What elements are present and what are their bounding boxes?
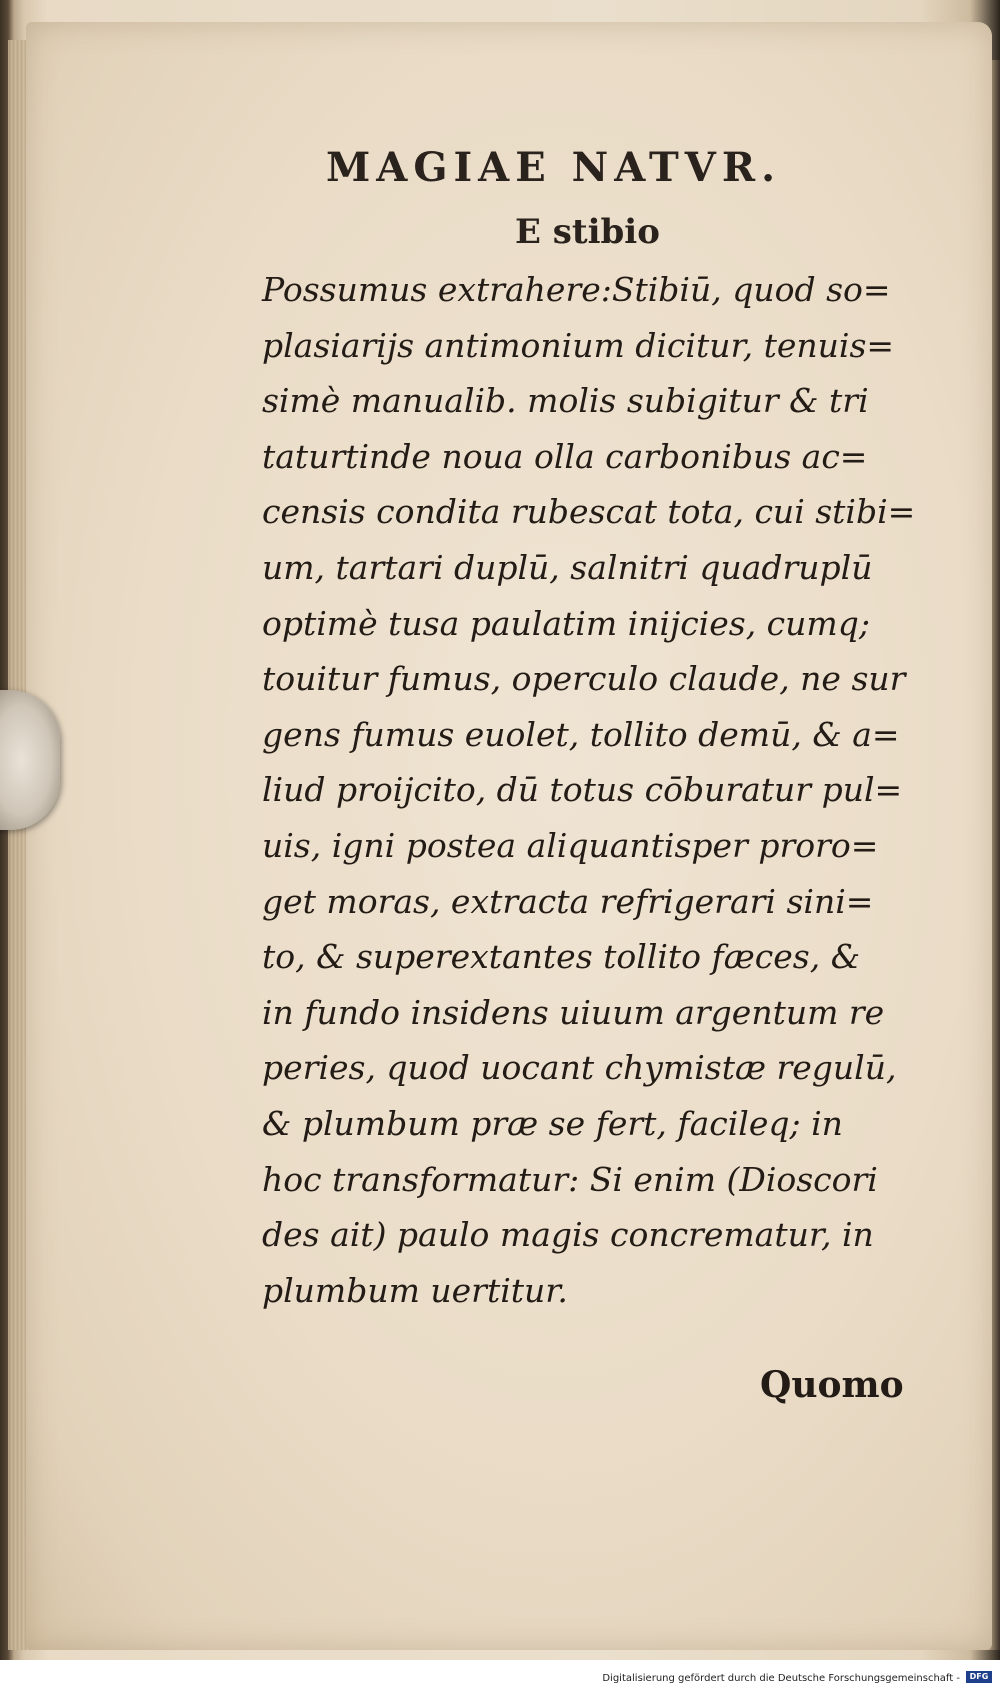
footer-credit: Digitalisierung gefördert durch die Deutsche Forschungsgemeinschaft -	[602, 1673, 960, 1684]
text-line: hoc transformatur: Si enim (Dioscori	[262, 1159, 878, 1199]
text-line: censis condita rubescat tota, cui stibi=	[262, 492, 916, 532]
text-line: get moras, extracta refrigerari sini=	[262, 881, 874, 921]
text-line: plasiarijs antimonium dicitur, tenuis=	[262, 325, 895, 365]
text-line: to, & superextantes tollito fæces, &	[262, 937, 861, 977]
text-line: Possumus extrahere:Stibiū, quod so=	[262, 270, 891, 309]
text-line: simè manualib. molis subigitur & tri	[262, 381, 869, 421]
text-line: gens fumus euolet, tollito demū, & a=	[262, 714, 900, 754]
text-line: um, tartari duplū, salnitri quadruplū	[262, 547, 873, 587]
text-line: liud proijcito, dū totus cōburatur pul=	[262, 770, 903, 810]
text-line: peries, quod uocant chymistæ regulū,	[262, 1048, 897, 1088]
text-line: des ait) paulo magis concrematur, in	[262, 1215, 874, 1255]
text-line: optimè tusa paulatim inijcies, cumq;	[262, 603, 870, 643]
catchword: Quomo	[760, 1364, 904, 1406]
text-line: touitur fumus, operculo claude, ne sur	[262, 659, 906, 699]
dfg-logo-icon: DFG	[966, 1671, 992, 1683]
text-line: uis, igni postea aliquantisper proro=	[262, 825, 879, 865]
text-line: taturtinde noua olla carbonibus ac=	[262, 436, 868, 476]
body-text	[262, 262, 922, 1318]
running-head: MAGIAE NATVR.	[326, 144, 782, 191]
text-line: & plumbum præ se fert, facileq; in	[262, 1103, 843, 1143]
text-line: in fundo insidens uiuum argentum re	[262, 992, 885, 1032]
text-line: plumbum uertitur.	[262, 1270, 568, 1310]
section-heading: E stibio	[515, 212, 660, 252]
